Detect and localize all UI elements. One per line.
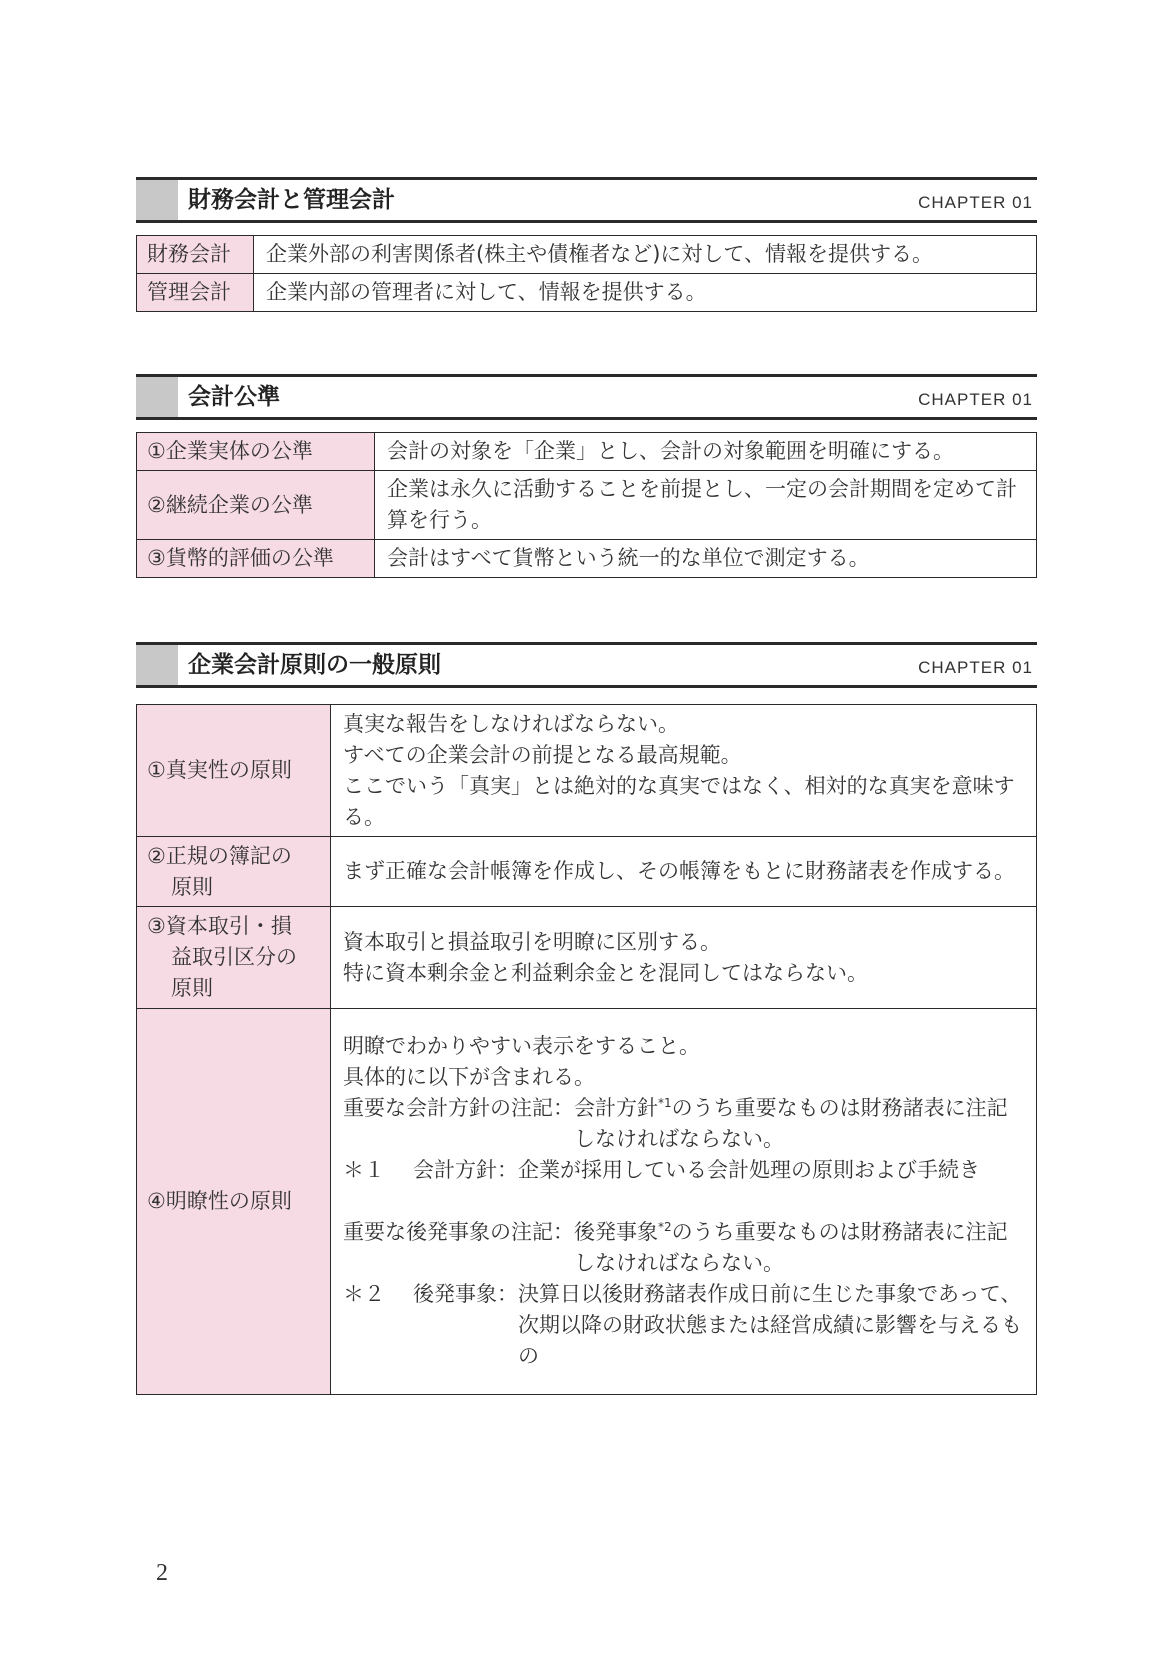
- footnote: [343, 1279, 1026, 1372]
- text-line: 具体的に以下が含まれる。: [343, 1065, 595, 1089]
- table-row: [137, 1009, 1037, 1395]
- key-line: 原則: [171, 874, 213, 899]
- section-marker: [136, 180, 178, 220]
- footnote-term: 会計方針：: [413, 1158, 518, 1182]
- row-value: 企業外部の利害関係者(株主や債権者など)に対して、情報を提供する。: [254, 236, 1037, 274]
- row-key: ①企業実体の公準: [137, 433, 375, 471]
- row-key: 管理会計: [137, 274, 254, 312]
- row-value: 会計はすべて貨幣という統一的な単位で測定する。: [375, 540, 1037, 578]
- section-accounting-postulates: [136, 374, 1037, 570]
- section-general-principles: [136, 642, 1037, 1368]
- section-marker: [136, 377, 178, 417]
- section-title: 会計公準: [188, 384, 280, 410]
- chapter-label: CHAPTER 01: [918, 193, 1033, 212]
- key-line: ②正規の簿記の: [147, 843, 292, 868]
- footnote-ref: *2: [658, 1220, 672, 1234]
- principles-table: [136, 704, 1037, 1395]
- page-number: 2: [156, 1560, 168, 1586]
- disclosure-note: [343, 1217, 1026, 1279]
- row-value: [331, 705, 1037, 837]
- section-header: [136, 177, 1037, 223]
- note-body: [574, 1217, 1026, 1279]
- text-line: まず正確な会計帳簿を作成し、その帳簿をもとに財務諸表を作成する。: [343, 859, 1015, 883]
- section-header: [136, 642, 1037, 688]
- row-key: ④明瞭性の原則: [137, 1009, 331, 1395]
- table-row: [137, 540, 1037, 578]
- key-line: 益取引区分の: [171, 945, 297, 969]
- text-line: 真実な報告をしなければならない。: [343, 711, 679, 736]
- key-line: ③資本取引・損: [147, 914, 292, 938]
- footnote-term: 後発事象：: [413, 1282, 518, 1306]
- text-line: 特に資本剰余金と利益剰余金とを混同してはならない。: [343, 960, 868, 985]
- section-header: [136, 374, 1037, 420]
- row-value: [331, 837, 1037, 907]
- footnote-mark: ＊２: [343, 1282, 385, 1306]
- definition-table: [136, 235, 1037, 312]
- note-text: のうち重要なものは財務諸表に注記しなければならない。: [574, 1096, 1008, 1151]
- table-row: [137, 837, 1037, 907]
- postulates-table: [136, 432, 1037, 578]
- section-title: 企業会計原則の一般原則: [188, 652, 441, 678]
- footnote: [343, 1155, 1026, 1186]
- section-marker: [136, 645, 178, 685]
- section-title: 財務会計と管理会計: [188, 187, 395, 213]
- table-row: [137, 705, 1037, 837]
- row-key: ③貨幣的評価の公準: [137, 540, 375, 578]
- note-text: のうち重要なものは財務諸表に注記しなければならない。: [574, 1220, 1008, 1275]
- row-key: 財務会計: [137, 236, 254, 274]
- text-line: 明瞭でわかりやすい表示をすること。: [343, 1034, 700, 1058]
- row-key: ①真実性の原則: [137, 705, 331, 837]
- note-heading: 重要な会計方針の注記：: [343, 1096, 574, 1120]
- chapter-label: CHAPTER 01: [918, 390, 1033, 409]
- row-value: 会計の対象を「企業」とし、会計の対象範囲を明確にする。: [375, 433, 1037, 471]
- note-term: 会計方針: [574, 1096, 658, 1120]
- note-body: [574, 1093, 1026, 1155]
- row-key: [137, 907, 331, 1009]
- row-value: [331, 1009, 1037, 1395]
- section-financial-management-accounting: [136, 177, 1037, 304]
- table-row: [137, 236, 1037, 274]
- table-row: [137, 907, 1037, 1009]
- chapter-label: CHAPTER 01: [918, 658, 1033, 677]
- table-row: [137, 433, 1037, 471]
- footnote-text: 企業が採用している会計処理の原則および手続き: [518, 1158, 980, 1182]
- row-value: [331, 907, 1037, 1009]
- spacer: [343, 1186, 1026, 1217]
- text-line: 資本取引と損益取引を明瞭に区別する。: [343, 929, 721, 954]
- table-row: [137, 274, 1037, 312]
- footnote-text: 決算日以後財務諸表作成日前に生じた事象であって、次期以降の財政状態または経営成績に影響を与えるもの: [518, 1282, 1022, 1368]
- note-heading: 重要な後発事象の注記：: [343, 1220, 574, 1244]
- text-line: ここでいう「真実」とは絶対的な真実ではなく、相対的な真実を意味する。: [343, 773, 1015, 829]
- row-key: ②継続企業の公準: [137, 471, 375, 540]
- disclosure-note: [343, 1093, 1026, 1155]
- row-value: 企業は永久に活動することを前提とし、一定の会計期間を定めて計算を行う。: [375, 471, 1037, 540]
- row-value: 企業内部の管理者に対して、情報を提供する。: [254, 274, 1037, 312]
- table-row: [137, 471, 1037, 540]
- key-line: 原則: [171, 976, 213, 1000]
- note-term: 後発事象: [574, 1220, 658, 1244]
- text-line: すべての企業会計の前提となる最高規範。: [343, 742, 742, 767]
- row-key: [137, 837, 331, 907]
- footnote-ref: *1: [658, 1096, 672, 1110]
- footnote-mark: ＊１: [343, 1158, 385, 1182]
